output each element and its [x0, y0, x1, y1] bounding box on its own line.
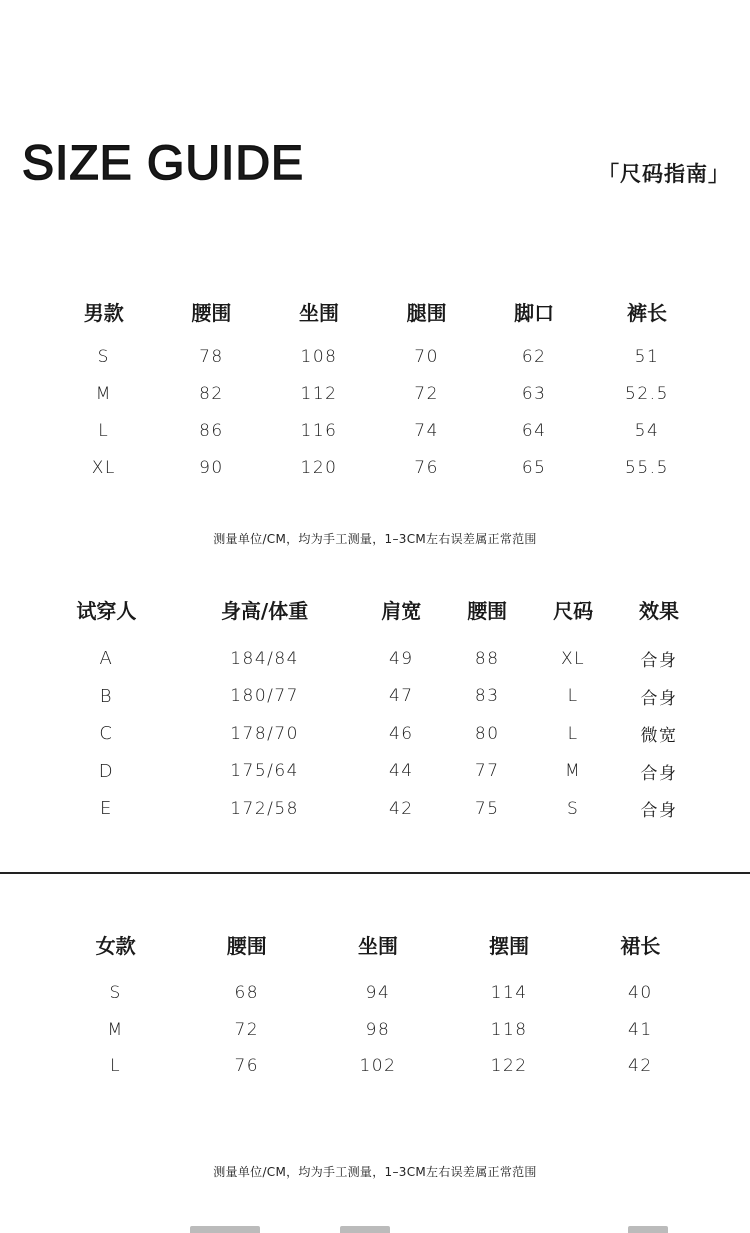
table-cell: L — [567, 686, 579, 707]
page-title: SIZE GUIDE — [22, 137, 305, 190]
table-cell: 63 — [521, 383, 547, 404]
table-row — [50, 1012, 706, 1049]
table-cell: 83 — [474, 686, 500, 707]
table-cell: E — [99, 798, 113, 820]
table-cell: 172/58 — [230, 798, 299, 819]
table-cell: 合身 — [640, 688, 678, 709]
col-header: 腰围 — [226, 933, 267, 958]
table-cell: XL — [561, 648, 586, 669]
table-cell: 80 — [474, 723, 500, 744]
table-row — [50, 412, 706, 449]
table-cell: 72 — [234, 1019, 260, 1040]
men-size-table — [50, 292, 706, 486]
table-cell: 合身 — [640, 651, 678, 672]
table-cell: M — [95, 383, 112, 404]
table-cell: 122 — [490, 1056, 528, 1077]
tryon-table — [42, 590, 702, 828]
table-row — [50, 375, 706, 412]
table-cell: 76 — [414, 457, 439, 478]
col-header: 坐围 — [298, 300, 339, 325]
col-header: 摆围 — [489, 933, 530, 958]
table-header-row — [50, 925, 706, 963]
women-size-table — [50, 925, 706, 1085]
table-cell: 65 — [521, 457, 547, 478]
table-cell: 77 — [474, 761, 500, 782]
table-cell: 52.5 — [625, 383, 669, 404]
measurement-note: 测量单位/CM，均为手工测量，1–3CM左右误差属正常范围 — [213, 1165, 537, 1179]
table-row — [50, 1048, 706, 1085]
spacer — [42, 628, 702, 640]
table-cell: B — [99, 685, 114, 707]
table-row — [42, 715, 702, 753]
table-cell: 42 — [388, 798, 414, 819]
table-cell: 41 — [628, 1019, 653, 1040]
table-cell: 合身 — [640, 763, 678, 784]
table-cell: 76 — [234, 1056, 260, 1077]
cropped-next-row — [0, 1224, 750, 1233]
table-cell: 54 — [634, 420, 660, 441]
table-cell: 94 — [365, 983, 391, 1004]
table-cell: 112 — [300, 383, 338, 404]
col-header: 女款 — [95, 933, 136, 958]
col-header: 尺码 — [553, 598, 594, 623]
table-row — [42, 678, 702, 716]
table-row — [50, 338, 706, 375]
table-header-row — [50, 292, 706, 330]
table-cell: 88 — [474, 648, 500, 669]
table-cell: 116 — [300, 420, 338, 441]
table-cell: 46 — [388, 723, 414, 744]
section-divider — [0, 872, 750, 874]
table-row — [42, 753, 702, 791]
table-cell: 49 — [388, 648, 414, 669]
table-cell: 微宽 — [640, 726, 678, 747]
table-cell: 90 — [199, 457, 224, 478]
table-cell: 180/77 — [230, 686, 299, 707]
table-cell: 118 — [490, 1019, 528, 1040]
spacer — [50, 963, 706, 975]
table-cell: 47 — [388, 686, 414, 707]
table-cell: 75 — [474, 798, 500, 819]
table-cell: 68 — [234, 983, 260, 1004]
table-cell: L — [567, 723, 579, 744]
table-cell: 64 — [521, 420, 547, 441]
table-cell: 62 — [521, 346, 547, 367]
table-cell: 102 — [359, 1056, 397, 1077]
table-row — [50, 975, 706, 1012]
col-header: 试穿人 — [76, 598, 137, 623]
measurement-note: 测量单位/CM，均为手工测量，1–3CM左右误差属正常范围 — [213, 532, 537, 546]
table-cell: D — [98, 760, 115, 782]
table-cell: M — [565, 761, 582, 782]
table-row — [50, 449, 706, 486]
table-cell: 51 — [634, 346, 660, 367]
page-title-cn: 「尺码指南」 — [598, 162, 730, 186]
table-header-row — [42, 590, 702, 628]
table-cell: S — [97, 346, 110, 367]
table-cell: 120 — [300, 457, 338, 478]
table-cell: 184/84 — [230, 648, 299, 669]
table-cell: 86 — [199, 420, 224, 441]
col-header: 裙长 — [620, 933, 661, 958]
table-cell: 40 — [628, 983, 653, 1004]
table-cell: M — [107, 1019, 124, 1040]
table-cell: A — [99, 648, 114, 670]
col-header: 肩宽 — [381, 598, 422, 623]
table-cell: 78 — [199, 346, 224, 367]
table-row — [42, 640, 702, 678]
table-cell: 98 — [365, 1019, 391, 1040]
table-cell: 72 — [414, 383, 439, 404]
table-cell: 108 — [300, 346, 338, 367]
table-cell: S — [109, 983, 122, 1004]
table-cell: XL — [91, 457, 116, 478]
table-cell: 114 — [490, 983, 528, 1004]
table-cell: 82 — [199, 383, 224, 404]
table-cell: 44 — [388, 761, 414, 782]
table-cell: S — [566, 798, 580, 819]
table-cell: C — [99, 723, 114, 745]
table-cell: 74 — [414, 420, 439, 441]
table-row — [42, 790, 702, 828]
col-header: 坐围 — [357, 933, 398, 958]
table-cell: 178/70 — [230, 723, 299, 744]
table-cell: 55.5 — [625, 457, 669, 478]
col-header: 腿围 — [406, 300, 447, 325]
table-cell: L — [110, 1056, 122, 1077]
col-header: 裤长 — [626, 300, 667, 325]
col-header: 效果 — [639, 598, 680, 623]
table-cell: L — [98, 420, 110, 441]
col-header: 脚口 — [514, 300, 555, 325]
col-header: 腰围 — [467, 598, 508, 623]
spacer — [50, 330, 706, 338]
table-cell: 合身 — [640, 801, 678, 822]
col-header: 男款 — [83, 300, 124, 325]
table-cell: 70 — [414, 346, 439, 367]
table-cell: 42 — [628, 1056, 653, 1077]
table-cell: 175/64 — [230, 761, 299, 782]
col-header: 身高/体重 — [220, 598, 309, 623]
col-header: 腰围 — [191, 300, 232, 325]
